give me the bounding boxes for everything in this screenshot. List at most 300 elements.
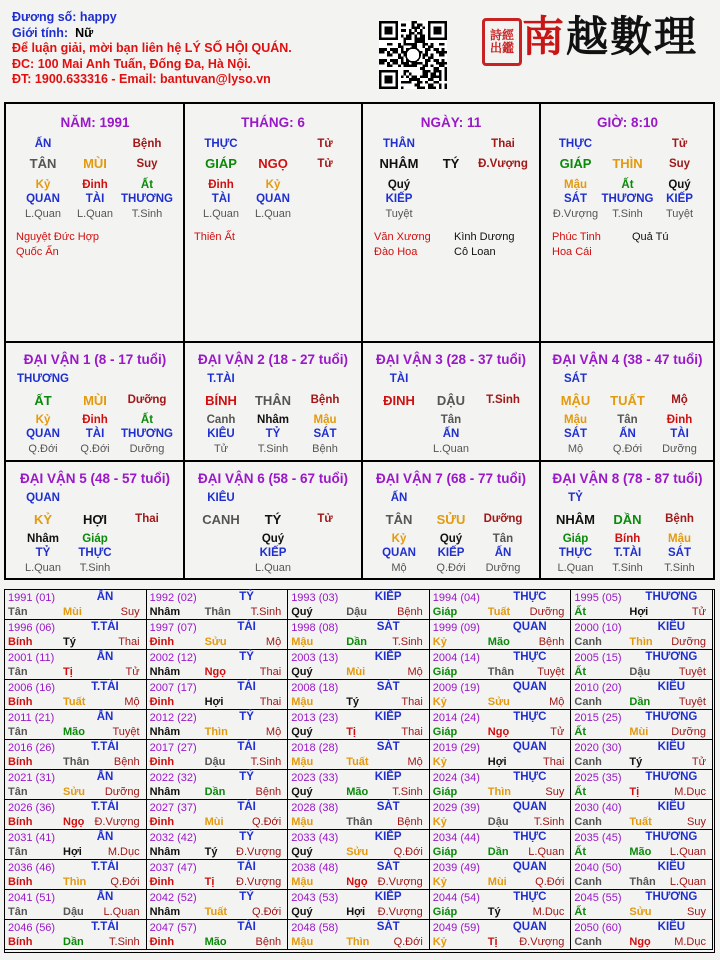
year-cell[interactable]: [430, 620, 572, 650]
year-stem: Bính: [8, 936, 33, 948]
year-state: Q.Đới: [251, 816, 282, 828]
year-cell[interactable]: [571, 920, 713, 950]
year-cell[interactable]: [147, 710, 289, 740]
year-state: Mộ: [407, 666, 423, 678]
year-label: 2020 (30): [574, 742, 622, 754]
year-label: 2028 (38): [291, 802, 339, 814]
year-branch: Thìn: [204, 726, 228, 738]
pillar-title: GIỜ: 8:10: [596, 115, 659, 130]
year-state: Suy: [687, 816, 706, 828]
year-label: 2030 (40): [574, 802, 622, 814]
year-cell[interactable]: [288, 920, 430, 950]
hidden-state: Tuyệt: [665, 208, 694, 220]
year-cell[interactable]: [571, 890, 713, 920]
year-cell[interactable]: [147, 860, 289, 890]
year-stem: Canh: [574, 696, 602, 708]
pillar-can: GIÁP: [559, 156, 592, 171]
year-stem: Đinh: [149, 636, 175, 648]
year-label: 2000 (10): [574, 622, 622, 634]
contact-line: ĐT: 1900.633316 - Email: bantuvan@lyso.vn: [12, 72, 271, 87]
year-label: 2015 (25): [574, 712, 622, 724]
year-tengod: THỰC: [513, 651, 547, 663]
hidden-state: Dưỡng: [485, 562, 521, 574]
year-cell[interactable]: [5, 920, 147, 950]
year-cell[interactable]: [430, 710, 572, 740]
year-label: 1991 (01): [8, 592, 56, 604]
year-tengod: SÁT: [376, 621, 400, 633]
year-tengod: TÀI: [237, 621, 256, 633]
year-branch: Dậu: [204, 756, 226, 768]
hidden-tengod: SÁT: [668, 547, 691, 559]
year-tengod: THƯƠNG: [645, 591, 698, 603]
year-label: 2038 (48): [291, 862, 339, 874]
year-state: Mộ: [265, 636, 282, 648]
year-label: 2050 (60): [574, 922, 622, 934]
year-state: T.Sinh: [392, 636, 423, 648]
year-state: M.Dục: [107, 846, 140, 858]
year-cell[interactable]: [147, 620, 289, 650]
year-stem: Quý: [291, 786, 313, 798]
year-label: 2005 (15): [574, 652, 622, 664]
year-cell[interactable]: [430, 770, 572, 800]
year-cell[interactable]: [571, 860, 713, 890]
hidden-stem: Đinh: [82, 414, 108, 426]
year-label: 2016 (26): [8, 742, 56, 754]
star-label: Quả Tú: [632, 231, 669, 243]
year-cell[interactable]: [5, 680, 147, 710]
year-branch: Ngọ: [346, 876, 368, 888]
hidden-state: Bệnh: [312, 443, 338, 455]
pillar-can: NHÂM: [379, 156, 419, 171]
year-cell[interactable]: [5, 710, 147, 740]
year-branch: Hợi: [204, 696, 224, 708]
year-label: 2034 (44): [432, 832, 480, 844]
year-stem: Đinh: [149, 876, 175, 888]
pillar-title: NGÀY: 11: [420, 115, 482, 130]
year-tengod: TỶ: [239, 831, 254, 843]
year-state: Q.Đới: [393, 846, 423, 858]
year-branch: Tị: [346, 726, 356, 738]
star-label: Quốc Ấn: [16, 246, 59, 258]
hidden-state: T.Sinh: [131, 208, 163, 220]
hidden-stem: Quý: [387, 179, 411, 191]
year-stem: Kỷ: [432, 696, 447, 708]
year-branch: Mão: [346, 786, 369, 798]
year-label: 1992 (02): [149, 592, 197, 604]
year-state: Thai: [401, 726, 423, 738]
year-stem: Tân: [8, 846, 28, 858]
year-cell[interactable]: [571, 710, 713, 740]
year-label: 2003 (13): [291, 652, 339, 664]
year-cell[interactable]: [147, 740, 289, 770]
year-state: Thai: [118, 636, 140, 648]
year-branch: Hợi: [346, 906, 366, 918]
year-cell[interactable]: [288, 590, 430, 620]
year-state: Q.Đới: [535, 876, 565, 888]
year-stem: Đinh: [149, 936, 175, 948]
year-state: Tử: [691, 606, 706, 618]
hidden-tengod: TỶ: [35, 547, 51, 559]
year-tengod: SÁT: [376, 741, 400, 753]
year-state: Tử: [691, 756, 706, 768]
year-cell[interactable]: [288, 650, 430, 680]
year-branch: Dậu: [346, 606, 367, 618]
year-cell[interactable]: [288, 620, 430, 650]
hidden-stem: Mậu: [564, 179, 587, 191]
year-branch: Sửu: [629, 906, 652, 918]
year-tengod: TỶ: [239, 891, 254, 903]
year-tengod: TỶ: [239, 591, 254, 603]
year-tengod: KIÊU: [657, 861, 686, 873]
year-state: L.Quan: [103, 906, 140, 918]
year-cell[interactable]: [147, 650, 289, 680]
year-stem: Mậu: [291, 936, 314, 948]
year-cell[interactable]: [5, 770, 147, 800]
year-label: 1994 (04): [432, 592, 480, 604]
year-branch: Sửu: [204, 636, 227, 648]
hidden-state: T.Sinh: [664, 562, 695, 574]
year-stem: Đinh: [149, 696, 175, 708]
year-cell[interactable]: [571, 800, 713, 830]
year-stem: Mậu: [291, 636, 314, 648]
year-tengod: TÀI: [237, 861, 256, 873]
year-label: 2006 (16): [8, 682, 56, 694]
year-stem: Nhâm: [149, 666, 181, 678]
hidden-tengod: SÁT: [564, 428, 587, 440]
year-label: 1999 (09): [432, 622, 480, 634]
hidden-state: Mộ: [567, 443, 584, 455]
year-tengod: T.TÀI: [91, 921, 119, 933]
year-label: 2022 (32): [149, 772, 197, 784]
hidden-state: L.Quan: [432, 443, 470, 455]
brand-logo-black: 越數理: [566, 12, 699, 61]
year-state: Suy: [687, 906, 706, 918]
year-stem: Kỷ: [432, 636, 447, 648]
dai-van-chi: THÂN: [254, 393, 292, 408]
year-cell[interactable]: [288, 710, 430, 740]
year-tengod: TÀI: [237, 921, 256, 933]
year-stem: Canh: [574, 876, 602, 888]
year-state: L.Quan: [669, 876, 706, 888]
star-label: Kình Dương: [454, 231, 515, 243]
hidden-stem: Nhâm: [27, 533, 59, 545]
year-cell[interactable]: [571, 620, 713, 650]
year-branch: Tý: [629, 756, 643, 768]
year-branch: Dậu: [63, 906, 84, 918]
dai-van-vong: Thai: [135, 513, 159, 525]
year-state: Tử: [125, 666, 140, 678]
hidden-tengod: ẤN: [494, 547, 512, 559]
year-stem: Bính: [8, 696, 33, 708]
pillar-vong: Suy: [668, 158, 691, 170]
year-label: 2035 (45): [574, 832, 622, 844]
year-branch: Mão: [487, 636, 510, 648]
year-branch: Ngọ: [487, 726, 510, 738]
year-branch: Tuất: [629, 816, 652, 828]
year-label: 2036 (46): [8, 862, 56, 874]
year-cell[interactable]: [571, 590, 713, 620]
year-stem: Tân: [8, 906, 28, 918]
year-state: M.Dục: [674, 786, 706, 798]
year-cell[interactable]: [288, 680, 430, 710]
year-branch: Sửu: [63, 786, 86, 798]
year-stem: Giáp: [432, 786, 458, 798]
year-state: T.Sinh: [250, 756, 282, 768]
year-label: 2032 (42): [149, 832, 197, 844]
year-cell[interactable]: [288, 800, 430, 830]
year-tengod: T.TÀI: [91, 861, 119, 873]
dai-van-chi: SỬU: [436, 512, 466, 527]
dai-van-vong: Dưỡng: [127, 394, 167, 406]
dai-van-vong: Dưỡng: [483, 513, 523, 525]
year-tengod: THƯƠNG: [645, 771, 698, 783]
dai-van-chi: TÝ: [264, 512, 282, 527]
hidden-tengod: T.TÀI: [613, 547, 642, 559]
year-state: L.Quan: [528, 846, 565, 858]
hidden-stem: Quý: [668, 179, 691, 191]
year-cell[interactable]: [147, 590, 289, 620]
year-state: Đ.Vượng: [236, 846, 282, 858]
year-tengod: KIÊU: [657, 681, 686, 693]
year-cell[interactable]: [288, 890, 430, 920]
year-tengod: KIẾP: [374, 711, 402, 723]
year-state: Bệnh: [397, 606, 423, 618]
brand-logo: [522, 12, 698, 62]
year-cell[interactable]: [5, 650, 147, 680]
pillar-title: THÁNG: 6: [241, 115, 305, 130]
hidden-state: Q.Đới: [436, 562, 466, 574]
year-label: 1995 (05): [574, 592, 622, 604]
dai-van-vong: T.Sinh: [486, 394, 520, 406]
year-state: Dưỡng: [671, 636, 706, 648]
hidden-stem: Ất: [140, 179, 154, 191]
hidden-tengod: KIẾP: [666, 193, 693, 205]
year-cell[interactable]: [147, 680, 289, 710]
pillar-can: GIÁP: [205, 156, 237, 171]
hidden-tengod: ẤN: [442, 428, 460, 440]
year-stem: Tân: [8, 606, 28, 618]
year-cell[interactable]: [5, 860, 147, 890]
year-cell[interactable]: [571, 650, 713, 680]
year-label: 2021 (31): [8, 772, 56, 784]
year-label: 2046 (56): [8, 922, 56, 934]
dai-van-vong: Tử: [317, 513, 333, 525]
year-stem: Giáp: [432, 846, 458, 858]
year-cell[interactable]: [430, 920, 572, 950]
year-tengod: ẤN: [96, 831, 114, 843]
hidden-state: Tử: [213, 443, 229, 455]
year-branch: Dần: [346, 636, 367, 648]
year-branch: Dậu: [487, 816, 509, 828]
hidden-stem: Quý: [439, 533, 463, 545]
year-stem: Kỷ: [432, 816, 447, 828]
year-cell[interactable]: [5, 890, 147, 920]
year-stem: Ất: [574, 906, 586, 918]
year-tengod: THỰC: [513, 831, 547, 843]
year-cell[interactable]: [430, 800, 572, 830]
year-branch: Thìn: [63, 876, 87, 888]
year-tengod: TỶ: [239, 651, 254, 663]
year-label: 2027 (37): [149, 802, 197, 814]
star-label: Phúc Tinh: [552, 231, 601, 243]
year-label: 2017 (27): [149, 742, 197, 754]
year-stem: Đinh: [149, 816, 175, 828]
hidden-stem: Bính: [614, 533, 641, 545]
year-branch: Tuất: [487, 606, 511, 618]
dai-van-chi: MÙI: [83, 393, 107, 408]
year-label: 2026 (36): [8, 802, 56, 814]
year-cell[interactable]: [571, 740, 713, 770]
year-state: M.Dục: [674, 936, 706, 948]
year-tengod: KIẾP: [374, 591, 402, 603]
year-cell[interactable]: [288, 740, 430, 770]
year-state: Thai: [542, 756, 565, 768]
year-cell[interactable]: [5, 590, 147, 620]
year-cell[interactable]: [430, 590, 572, 620]
year-state: T.Sinh: [250, 606, 282, 618]
hidden-tengod: THƯƠNG: [121, 193, 173, 205]
year-label: 2023 (33): [291, 772, 339, 784]
year-cell[interactable]: [430, 650, 572, 680]
year-cell[interactable]: [288, 830, 430, 860]
year-cell[interactable]: [147, 800, 289, 830]
year-branch: Mùi: [204, 816, 224, 828]
star-label: Văn Xương: [374, 231, 431, 243]
hidden-state: L.Quan: [24, 208, 62, 220]
year-stem: Giáp: [432, 666, 458, 678]
year-cell[interactable]: [430, 680, 572, 710]
year-cell[interactable]: [5, 740, 147, 770]
year-state: Tử: [550, 726, 565, 738]
hidden-stem: Nhâm: [257, 414, 289, 426]
year-cell[interactable]: [147, 890, 289, 920]
year-cell[interactable]: [430, 860, 572, 890]
year-state: Mộ: [124, 696, 140, 708]
year-tengod: KIẾP: [374, 831, 402, 843]
year-cell[interactable]: [147, 830, 289, 860]
qr-code-icon[interactable]: [379, 21, 447, 89]
hidden-state: T.Sinh: [612, 562, 643, 574]
year-branch: Mùi: [63, 606, 82, 618]
year-branch: Dần: [629, 696, 651, 708]
year-label: 2014 (24): [432, 712, 480, 724]
year-stem: Tân: [8, 726, 28, 738]
year-state: Dưỡng: [104, 786, 140, 798]
year-cell[interactable]: [5, 620, 147, 650]
year-label: 2041 (51): [8, 892, 56, 904]
year-tengod: SÁT: [376, 921, 400, 933]
year-branch: Tý: [346, 696, 360, 708]
year-state: Suy: [120, 606, 140, 618]
hidden-state: Dưỡng: [129, 443, 165, 455]
hidden-state: T.Sinh: [257, 443, 289, 455]
dai-van-top-tengod: ẤN: [390, 492, 408, 504]
year-cell[interactable]: [5, 800, 147, 830]
year-cell[interactable]: [5, 830, 147, 860]
pillar-chi: MÙI: [83, 156, 107, 171]
year-tengod: SÁT: [376, 801, 400, 813]
dai-van-top-tengod: SÁT: [564, 373, 587, 385]
year-branch: Thìn: [487, 786, 512, 798]
hidden-state: L.Quan: [254, 562, 292, 574]
year-branch: Ngọ: [629, 936, 651, 948]
year-tengod: QUAN: [512, 741, 547, 753]
year-state: Đ.Vượng: [377, 876, 423, 888]
year-stem: Mậu: [291, 816, 314, 828]
hidden-stem: Mậu: [564, 414, 587, 426]
dai-van-chi: DẬU: [436, 393, 466, 408]
hidden-tengod: KIÊU: [207, 428, 235, 440]
year-label: 2004 (14): [432, 652, 480, 664]
row-divider: [6, 341, 715, 343]
year-stem: Canh: [574, 816, 602, 828]
year-label: 2039 (49): [432, 862, 480, 874]
year-label: 2007 (17): [149, 682, 197, 694]
hidden-state: L.Quan: [202, 208, 240, 220]
year-branch: Dần: [487, 846, 509, 858]
year-state: T.Sinh: [109, 936, 140, 948]
year-stem: Nhâm: [149, 606, 181, 618]
dai-van-title: ĐẠI VẬN 8 (78 - 87 tuổi): [552, 471, 703, 486]
year-stem: Mậu: [291, 696, 314, 708]
pillar-chi: NGỌ: [258, 156, 288, 171]
year-stem: Canh: [574, 636, 602, 648]
year-state: Tuyệt: [112, 726, 140, 738]
star-label: Cô Loan: [454, 246, 496, 258]
address-line: ĐC: 100 Mai Anh Tuấn, Đống Đa, Hà Nội.: [12, 56, 251, 71]
year-stem: Nhâm: [149, 786, 181, 798]
year-branch: Mùi: [487, 876, 507, 888]
year-cell[interactable]: [430, 890, 572, 920]
year-label: 2013 (23): [291, 712, 339, 724]
year-cell[interactable]: [288, 770, 430, 800]
year-tengod: KIẾP: [374, 891, 402, 903]
year-cell[interactable]: [147, 920, 289, 950]
year-branch: Mùi: [346, 666, 366, 678]
gioi-tinh-label: Giới tính:: [12, 25, 69, 40]
year-stem: Ất: [574, 666, 586, 678]
hidden-state: Đ.Vượng: [552, 208, 599, 220]
star-label: Nguyệt Đức Hợp: [16, 231, 100, 243]
year-cell[interactable]: [571, 770, 713, 800]
hidden-state: Mộ: [391, 562, 407, 574]
year-branch: Mão: [63, 726, 85, 738]
year-cell[interactable]: [430, 740, 572, 770]
year-state: Thai: [401, 696, 423, 708]
year-label: 2040 (50): [574, 862, 622, 874]
year-cell[interactable]: [147, 770, 289, 800]
year-tengod: THƯƠNG: [645, 891, 698, 903]
hidden-tengod: TÀI: [670, 428, 689, 440]
year-tengod: TỶ: [239, 771, 254, 783]
pillar-can: TÂN: [29, 156, 57, 171]
year-cell[interactable]: [571, 680, 713, 710]
year-branch: Tý: [487, 906, 501, 918]
year-branch: Mão: [629, 846, 652, 858]
year-branch: Thân: [346, 816, 373, 828]
year-tengod: THƯƠNG: [645, 651, 698, 663]
year-stem: Giáp: [432, 606, 458, 618]
year-cell[interactable]: [430, 830, 572, 860]
pillar-top-state: Tử: [317, 138, 333, 150]
year-state: Tuyệt: [678, 666, 706, 678]
year-cell[interactable]: [288, 860, 430, 890]
hidden-tengod: THƯƠNG: [601, 193, 654, 205]
year-stem: Bính: [8, 756, 33, 768]
year-cell[interactable]: [571, 830, 713, 860]
dai-van-can: MẬU: [560, 393, 591, 408]
year-stem: Giáp: [432, 906, 458, 918]
